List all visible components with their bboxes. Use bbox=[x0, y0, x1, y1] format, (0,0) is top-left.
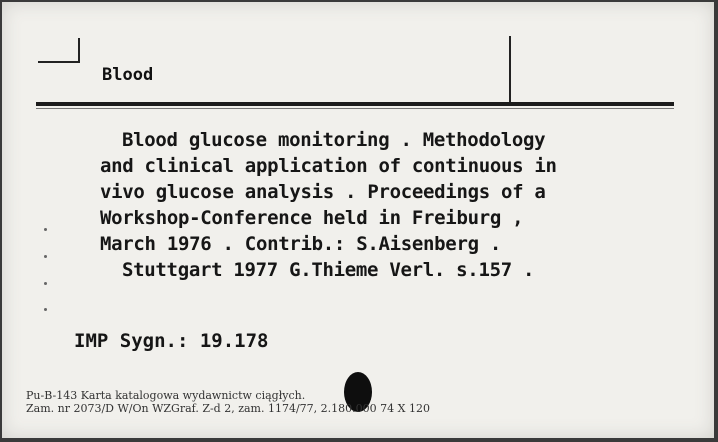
card-footer bbox=[26, 389, 646, 415]
margin-dot bbox=[44, 228, 47, 231]
header-rule-thin bbox=[36, 108, 674, 109]
margin-dot bbox=[44, 255, 47, 258]
header-divider-vertical bbox=[509, 36, 511, 102]
call-number: IMP Sygn.: 19.178 bbox=[74, 330, 269, 352]
margin-dot bbox=[44, 282, 47, 285]
entry-description bbox=[100, 127, 670, 283]
entry-line: and clinical application of continuous in bbox=[100, 155, 557, 177]
entry-line: Stuttgart 1977 G.Thieme Verl. s.157 . bbox=[122, 259, 535, 281]
entry-line: March 1976 . Contrib.: S.Aisenberg . bbox=[100, 233, 502, 255]
footer-line: Pu-B-143 Karta katalogowa wydawnictw ciągłych. bbox=[26, 389, 306, 402]
entry-line: Workshop-Conference held in Freiburg , bbox=[100, 207, 524, 229]
subject-heading: Blood bbox=[102, 65, 154, 85]
footer-line: Zam. nr 2073/D W/On WZGraf. Z-d 2, zam. 1174/77, 2.180.000 74 X 120 bbox=[26, 402, 430, 415]
margin-dot bbox=[44, 308, 47, 311]
corner-mark-horizontal bbox=[38, 61, 80, 63]
header-rule bbox=[36, 102, 674, 106]
catalog-card bbox=[2, 2, 714, 438]
entry-line: Blood glucose monitoring . Methodology bbox=[122, 129, 546, 151]
corner-mark-vertical bbox=[78, 38, 80, 62]
entry-line: vivo glucose analysis . Proceedings of a bbox=[100, 181, 546, 203]
